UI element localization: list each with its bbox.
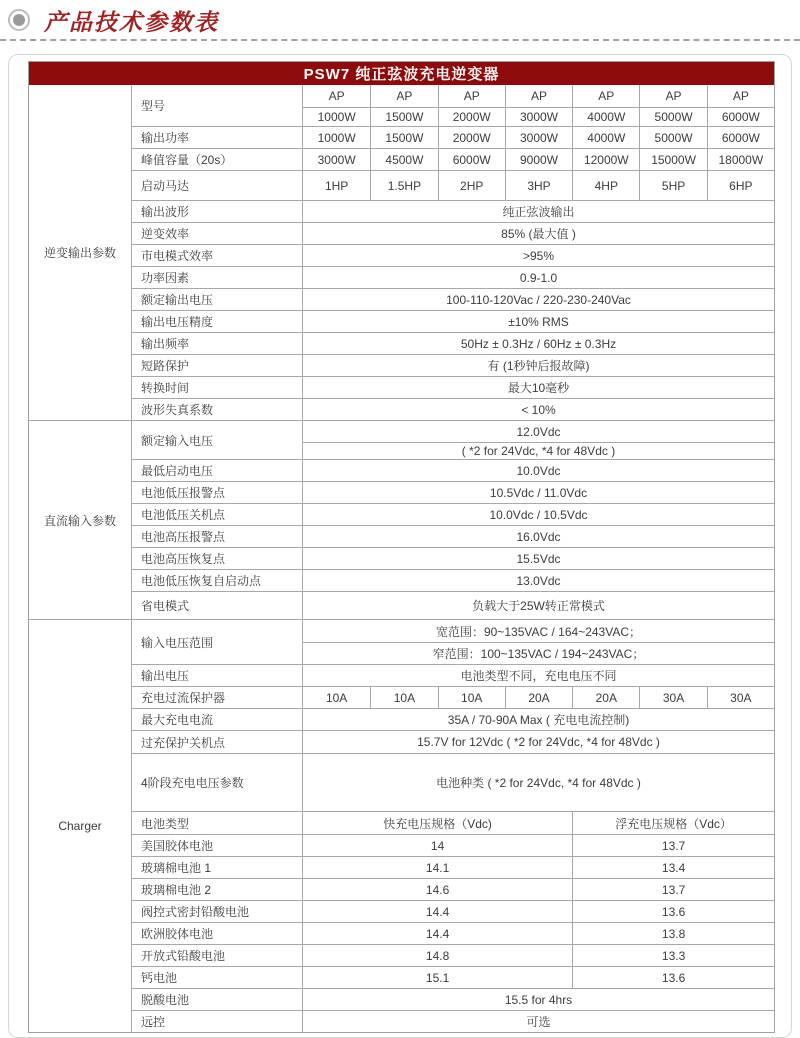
spec-value: 纯正弦波输出 <box>502 205 575 219</box>
param-label: 电池低压关机点 <box>132 504 303 525</box>
float-charge-cell: 13.3 <box>572 945 774 966</box>
spec-row <box>132 944 774 966</box>
param-label: 电池高压恢复点 <box>132 548 303 569</box>
spec-row <box>132 1010 774 1032</box>
spec-row <box>132 569 774 591</box>
spec-row <box>132 126 774 148</box>
param-label: 电池低压恢复自启动点 <box>132 570 303 591</box>
param-label: 额定输出电压 <box>132 289 303 310</box>
param-label: 输出电压精度 <box>132 311 303 332</box>
row-values <box>303 267 774 288</box>
fast-charge-cell: 14.6 <box>425 882 450 897</box>
param-label: 转换时间 <box>132 377 303 398</box>
spec-cell: 3000W <box>505 108 572 126</box>
spec-row <box>132 266 774 288</box>
param-label: 短路保护 <box>132 355 303 376</box>
row-values <box>303 857 774 878</box>
spec-value: 10.5Vdc / 11.0Vdc <box>489 485 588 500</box>
value-line: 窄范围：100~135VAC / 194~243VAC； <box>303 642 774 664</box>
param-label: 启动马达 <box>132 171 303 200</box>
row-values <box>303 289 774 310</box>
value-grid <box>303 85 774 107</box>
spec-value: 10.0Vdc <box>516 463 561 478</box>
spec-row <box>132 148 774 170</box>
spec-value: 85% (最大值 ) <box>501 227 576 241</box>
spec-group <box>29 619 774 1032</box>
spec-cell: 5000W <box>639 108 706 126</box>
group-label: Charger <box>29 620 132 1032</box>
spec-cell: 4000W <box>572 108 639 126</box>
row-values <box>303 812 774 834</box>
spec-row <box>132 900 774 922</box>
spec-row <box>132 811 774 834</box>
spec-cell: 10A <box>325 690 348 705</box>
param-label: 波形失真系数 <box>132 399 303 420</box>
spec-row <box>132 170 774 200</box>
spec-cell: 6HP <box>707 171 774 200</box>
value-grid <box>303 107 774 126</box>
spec-cell: 5000W <box>639 127 706 148</box>
spec-cell: AP <box>505 85 572 107</box>
two-col-values <box>303 835 774 856</box>
spec-cell: 4000W <box>572 127 639 148</box>
param-label: 电池类型 <box>132 812 303 834</box>
spec-row <box>132 244 774 266</box>
value-line: 12.0Vdc <box>516 424 561 439</box>
spec-cell: 1HP <box>324 178 349 193</box>
spec-row <box>132 310 774 332</box>
spec-row <box>132 664 774 686</box>
value-line: ( *2 for 24Vdc, *4 for 48Vdc ) <box>303 442 774 459</box>
param-label: 充电过流保护器 <box>132 687 303 708</box>
float-charge-cell: 13.4 <box>572 857 774 878</box>
fast-charge-cell: 14.8 <box>425 948 450 963</box>
spec-cell: 3000W <box>505 127 572 148</box>
row-values <box>303 526 774 547</box>
param-label: 玻璃棉电池 2 <box>132 879 303 900</box>
spec-cell: 1500W <box>370 127 437 148</box>
spec-cell: 3000W <box>317 152 356 167</box>
spec-value: 负载大于25W转正常模式 <box>472 599 605 613</box>
value-grid <box>303 687 774 708</box>
param-label: 欧洲胶体电池 <box>132 923 303 944</box>
param-label: 输出频率 <box>132 333 303 354</box>
spec-cell: 1500W <box>370 108 437 126</box>
row-values <box>303 1011 774 1032</box>
spec-row <box>132 421 774 459</box>
row-values <box>303 377 774 398</box>
spec-cell: 6000W <box>707 127 774 148</box>
row-values <box>303 149 774 170</box>
param-label: 电池低压报警点 <box>132 482 303 503</box>
param-label: 市电模式效率 <box>132 245 303 266</box>
spec-value: 13.0Vdc <box>516 573 561 588</box>
param-label: 开放式铅酸电池 <box>132 945 303 966</box>
spec-cell: 6000W <box>707 108 774 126</box>
page-title: 产品技术参数表 <box>44 8 219 35</box>
spec-row <box>132 332 774 354</box>
spec-cell: 10A <box>438 687 505 708</box>
group-rows <box>132 620 774 1032</box>
fast-charge-cell: 14.4 <box>425 904 450 919</box>
fast-charge-cell: 15.1 <box>425 970 450 985</box>
param-label: 逆变效率 <box>132 223 303 244</box>
spec-value: 15.5Vdc <box>516 551 561 566</box>
spec-cell: 4HP <box>572 171 639 200</box>
spec-row <box>132 222 774 244</box>
spec-cell: 5HP <box>639 171 706 200</box>
spec-group <box>29 85 774 420</box>
spec-row <box>132 753 774 811</box>
spec-cell: 6000W <box>438 149 505 170</box>
value-grid <box>303 171 774 200</box>
spec-cell: 9000W <box>505 149 572 170</box>
param-label: 额定输入电压 <box>132 421 303 459</box>
spec-row <box>132 525 774 547</box>
spec-row <box>132 686 774 708</box>
two-col-values <box>303 945 774 966</box>
row-values <box>303 504 774 525</box>
row-values <box>303 201 774 222</box>
spec-row <box>132 503 774 525</box>
row-values <box>303 421 774 459</box>
row-values <box>303 731 774 753</box>
param-label: 电池高压报警点 <box>132 526 303 547</box>
spec-row <box>132 85 774 126</box>
spec-cell: 20A <box>505 687 572 708</box>
param-label: 过充保护关机点 <box>132 731 303 753</box>
dashed-divider <box>0 39 800 41</box>
param-label: 钙电池 <box>132 967 303 988</box>
float-charge-cell: 13.6 <box>572 901 774 922</box>
row-values <box>303 171 774 200</box>
spec-cell: 30A <box>707 687 774 708</box>
row-values <box>303 901 774 922</box>
spec-cell: AP <box>438 85 505 107</box>
spec-row <box>132 966 774 988</box>
spec-value: 15.7V for 12Vdc ( *2 for 24Vdc, *4 for 48Vdc ) <box>417 735 660 749</box>
spec-row <box>132 856 774 878</box>
row-values <box>303 311 774 332</box>
spec-cell: 10A <box>370 687 437 708</box>
row-values <box>303 355 774 376</box>
param-label: 阀控式密封铅酸电池 <box>132 901 303 922</box>
row-values <box>303 570 774 591</box>
two-col-values <box>303 901 774 922</box>
param-label: 脱酸电池 <box>132 989 303 1010</box>
spec-cell: 3HP <box>505 171 572 200</box>
spec-cell: AP <box>572 85 639 107</box>
spec-cell: 2000W <box>438 127 505 148</box>
spec-row <box>132 547 774 569</box>
two-col-values <box>303 967 774 988</box>
row-values <box>303 687 774 708</box>
row-values <box>303 592 774 619</box>
spec-cell: 4500W <box>370 149 437 170</box>
param-label: 峰值容量（20s） <box>132 149 303 170</box>
two-col-values <box>303 923 774 944</box>
row-values <box>303 989 774 1010</box>
spec-row <box>132 376 774 398</box>
value-grid <box>303 127 774 148</box>
spec-value: 100-110-120Vac / 220-230-240Vac <box>446 292 631 307</box>
spec-table <box>28 61 775 1033</box>
param-label: 4阶段充电电压参数 <box>132 754 303 811</box>
spec-cell: 30A <box>639 687 706 708</box>
param-label: 输出功率 <box>132 127 303 148</box>
spec-value: 35A / 70-90A Max ( 充电电流控制) <box>447 713 630 727</box>
spec-row <box>132 988 774 1010</box>
spec-cell: 18000W <box>707 149 774 170</box>
param-label: 玻璃棉电池 1 <box>132 857 303 878</box>
row-values <box>303 223 774 244</box>
spec-value: 10.0Vdc / 10.5Vdc <box>489 507 588 522</box>
spec-value: 有 (1秒钟后报故障) <box>487 359 590 373</box>
row-values <box>303 709 774 730</box>
spec-group <box>29 420 774 619</box>
fast-charge-cell: 14.1 <box>425 860 450 875</box>
param-label: 输出电压 <box>132 665 303 686</box>
param-label: 输出波形 <box>132 201 303 222</box>
float-charge-cell: 13.7 <box>572 879 774 900</box>
group-rows <box>132 85 774 420</box>
two-col-values <box>303 812 774 834</box>
row-values <box>303 835 774 856</box>
spec-value: >95% <box>522 248 555 263</box>
spec-row <box>132 459 774 481</box>
param-label: 型号 <box>132 85 303 126</box>
spec-row <box>132 354 774 376</box>
value-line: 宽范围：90~135VAC / 164~243VAC； <box>436 624 641 639</box>
two-col-values <box>303 879 774 900</box>
row-values <box>303 85 774 126</box>
two-col-values <box>303 857 774 878</box>
spec-value: 电池类型不同，充电电压不同 <box>460 669 617 683</box>
row-values <box>303 127 774 148</box>
spec-cell: 20A <box>572 687 639 708</box>
param-label: 最低启动电压 <box>132 460 303 481</box>
spec-cell: 2HP <box>438 171 505 200</box>
spec-value: 最大10毫秒 <box>507 381 570 395</box>
row-values <box>303 754 774 811</box>
table-title: PSW7 纯正弦波充电逆变器 <box>29 62 774 85</box>
spec-row <box>132 288 774 310</box>
row-values <box>303 967 774 988</box>
spec-row <box>132 620 774 664</box>
row-values <box>303 399 774 420</box>
group-rows <box>132 421 774 619</box>
float-charge-cell: 13.8 <box>572 923 774 944</box>
row-values <box>303 879 774 900</box>
spec-cell: AP <box>370 85 437 107</box>
param-label: 省电模式 <box>132 592 303 619</box>
spec-value: ±10% RMS <box>508 314 569 329</box>
spec-value: 可选 <box>526 1015 551 1029</box>
row-values <box>303 620 774 664</box>
spec-row <box>132 398 774 420</box>
spec-cell: AP <box>707 85 774 107</box>
spec-row <box>132 708 774 730</box>
fast-charge-cell: 快充电压规格（Vdc) <box>383 816 492 831</box>
row-values <box>303 548 774 569</box>
spec-value: < 10% <box>521 402 556 417</box>
float-charge-cell: 13.7 <box>572 835 774 856</box>
spec-row <box>132 730 774 753</box>
spec-row <box>132 922 774 944</box>
spec-value: 15.5 for 4hrs <box>504 992 573 1007</box>
row-values <box>303 245 774 266</box>
param-label: 最大充电电流 <box>132 709 303 730</box>
param-label: 功率因素 <box>132 267 303 288</box>
row-values <box>303 945 774 966</box>
spec-cell: 1000W <box>317 110 356 124</box>
fast-charge-cell: 14 <box>430 838 445 853</box>
param-label: 远控 <box>132 1011 303 1032</box>
spec-cell: AP <box>639 85 706 107</box>
bullet-circle-icon <box>8 9 30 31</box>
float-charge-cell: 浮充电压规格（Vdc） <box>572 812 774 834</box>
param-label: 美国胶体电池 <box>132 835 303 856</box>
row-values <box>303 665 774 686</box>
param-label: 输入电压范围 <box>132 620 303 664</box>
spec-row <box>132 591 774 619</box>
spec-value: 电池种类 ( *2 for 24Vdc, *4 for 48Vdc ) <box>436 776 641 790</box>
spec-cell: AP <box>328 89 345 103</box>
spec-row <box>132 200 774 222</box>
page-header <box>0 0 800 36</box>
spec-value: 16.0Vdc <box>516 529 561 544</box>
spec-cell: 15000W <box>639 149 706 170</box>
spec-value: 50Hz ± 0.3Hz / 60Hz ± 0.3Hz <box>460 336 617 351</box>
spec-cell: 2000W <box>438 108 505 126</box>
bullet-circle-inner <box>13 14 25 26</box>
spec-table-body <box>29 85 774 1032</box>
spec-row <box>132 481 774 503</box>
row-values <box>303 460 774 481</box>
group-label: 逆变输出参数 <box>29 85 132 420</box>
row-values <box>303 333 774 354</box>
value-grid <box>303 149 774 170</box>
spec-row <box>132 878 774 900</box>
fast-charge-cell: 14.4 <box>425 926 450 941</box>
spec-panel <box>8 54 792 1038</box>
spec-cell: 12000W <box>572 149 639 170</box>
group-label: 直流输入参数 <box>29 421 132 619</box>
spec-value: 0.9-1.0 <box>519 270 558 285</box>
float-charge-cell: 13.6 <box>572 967 774 988</box>
spec-row <box>132 834 774 856</box>
spec-cell: 1.5HP <box>370 171 437 200</box>
row-values <box>303 482 774 503</box>
row-values <box>303 923 774 944</box>
spec-cell: 1000W <box>317 130 356 145</box>
